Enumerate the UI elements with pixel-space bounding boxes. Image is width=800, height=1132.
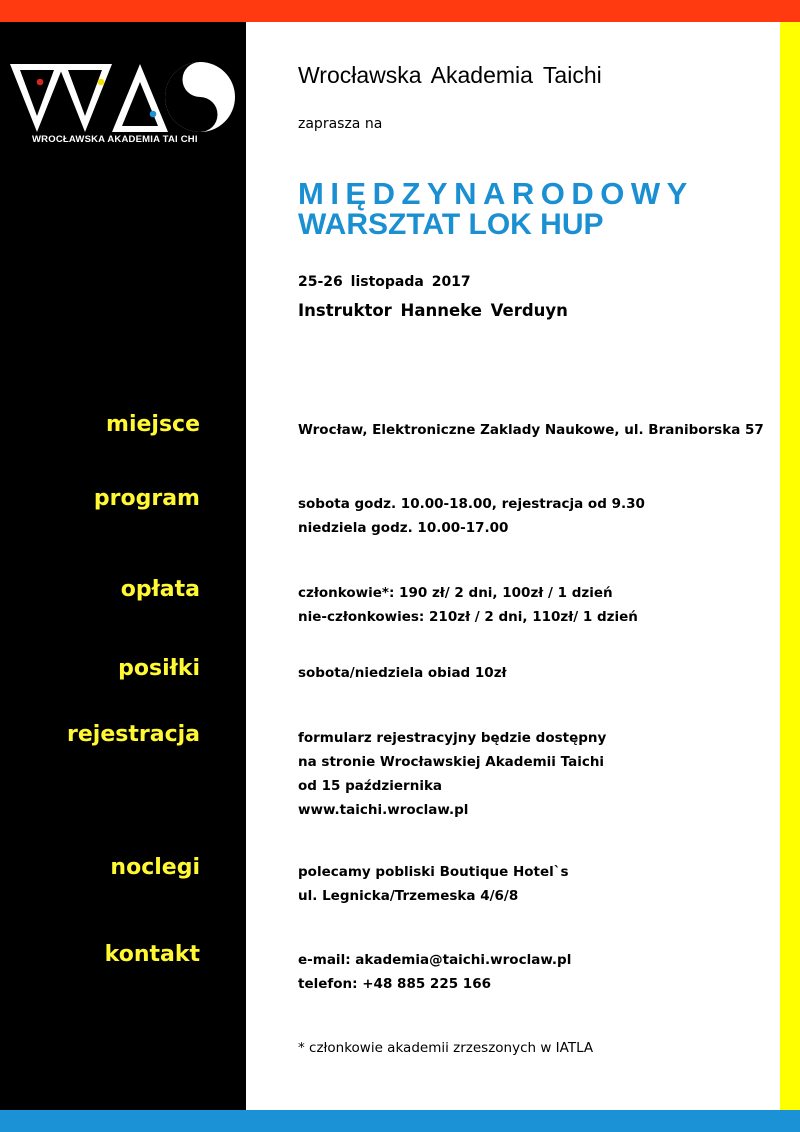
bottom-color-bar	[0, 1110, 800, 1132]
event-title-line2: WARSZTAT LOK HUP	[298, 208, 604, 241]
fee-line: członkowie*: 190 zł/ 2 dni, 100zł / 1 dzień	[298, 585, 613, 601]
lodging-label: noclegi	[110, 855, 200, 880]
venue-line: Wrocław, Elektroniczne Zaklady Naukowe, ul. Braniborska 57	[298, 422, 764, 438]
fee-label: opłata	[120, 577, 200, 602]
registration-line: formularz rejestracyjny będzie dostępny	[298, 730, 607, 746]
registration-line: na stronie Wrocławskiej Akademii Taichi	[298, 754, 605, 770]
organization-title: Wrocławska Akademia Taichi	[298, 62, 602, 88]
program-line: niedziela godz. 10.00-17.00	[298, 520, 509, 536]
program-line: sobota godz. 10.00-18.00, rejestracja od 9.30	[298, 496, 645, 512]
lodging-line: ul. Legnicka/Trzemeska 4/6/8	[298, 888, 519, 904]
invites-text: zaprasza na	[298, 116, 383, 132]
fee-line: nie-członkowies: 210zł / 2 dni, 110zł/ 1 dzień	[298, 609, 638, 625]
program-label: program	[93, 486, 200, 511]
right-color-bar	[780, 22, 800, 1110]
event-dates: 25-26 listopada 2017	[298, 274, 471, 290]
contact-label: kontakt	[104, 942, 200, 967]
contact-email[interactable]: e-mail: akademia@taichi.wroclaw.pl	[298, 952, 572, 968]
meals-line: sobota/niedziela obiad 10zł	[298, 665, 507, 681]
event-title-line1: MIĘDZYNARODOWY	[298, 176, 694, 211]
was-logo-icon	[8, 60, 240, 136]
lodging-line: polecamy pobliski Boutique Hotel`s	[298, 864, 569, 880]
venue-details	[298, 418, 764, 442]
fee-details	[298, 581, 638, 629]
registration-website[interactable]: www.taichi.wroclaw.pl	[298, 802, 469, 818]
meals-label: posiłki	[118, 656, 200, 681]
registration-label: rejestracja	[67, 722, 200, 747]
program-details	[298, 492, 645, 540]
lodging-details	[298, 860, 569, 908]
event-instructor: Instruktor Hanneke Verduyn	[298, 301, 568, 320]
contact-details	[298, 948, 571, 996]
top-color-bar	[0, 0, 800, 22]
meals-details	[298, 661, 507, 685]
logo-caption: WROCŁAWSKA AKADEMIA TAI CHI	[32, 134, 198, 145]
registration-details	[298, 726, 606, 822]
registration-line: od 15 października	[298, 778, 443, 794]
membership-footnote: * członkowie akademii zrzeszonych w IATLA	[298, 1040, 594, 1056]
contact-phone[interactable]: telefon: +48 885 225 166	[298, 976, 491, 992]
venue-label: miejsce	[106, 412, 200, 437]
